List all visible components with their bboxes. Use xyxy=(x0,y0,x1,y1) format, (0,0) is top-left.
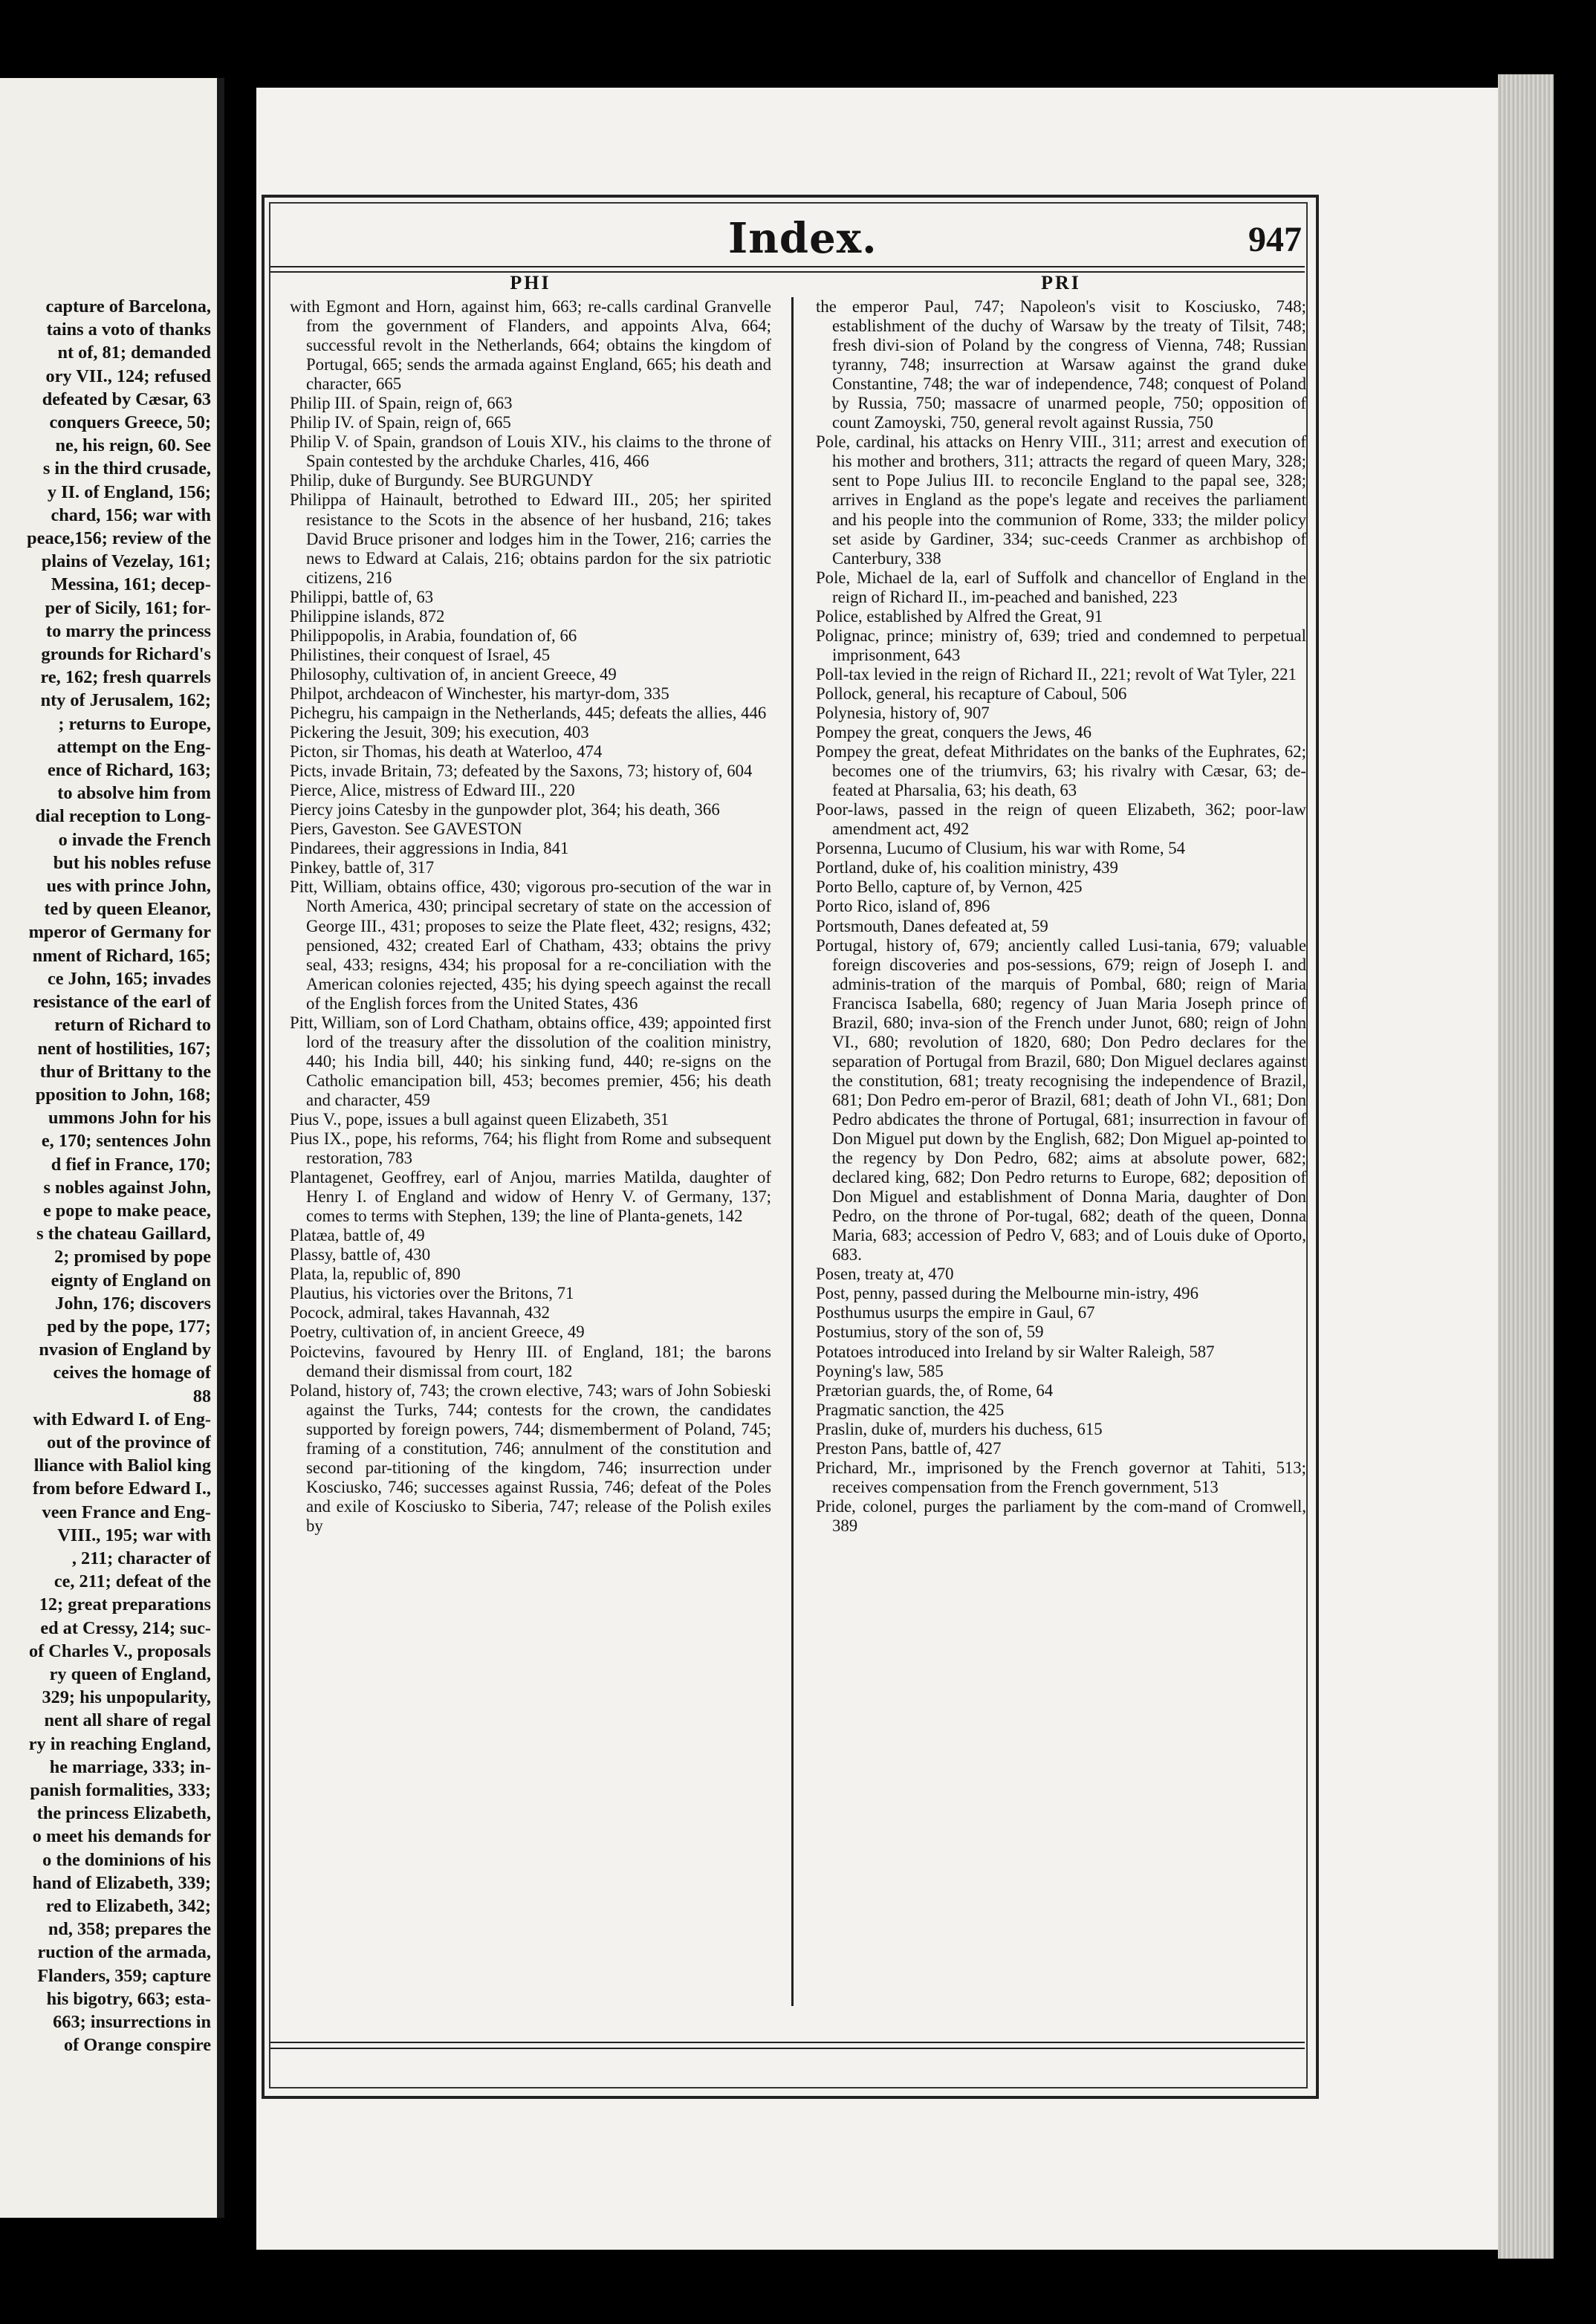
index-entry: Piers, Gaveston. See GAVESTON xyxy=(290,819,522,839)
previous-page-line: 12; great preparations xyxy=(39,1594,211,1615)
index-entry: Plautius, his victories over the Britons, 71 xyxy=(290,1284,574,1303)
previous-page-line: Flanders, 359; capture xyxy=(37,1965,211,1986)
previous-page-line: John, 176; discovers xyxy=(55,1293,211,1314)
index-entry: Portland, duke of, his coalition ministry, 439 xyxy=(816,858,1118,877)
previous-page-line: but his nobles refuse xyxy=(53,852,211,873)
index-entry: Philip III. of Spain, reign of, 663 xyxy=(290,394,513,413)
index-entry: Polynesia, history of, 907 xyxy=(816,703,990,722)
index-entry: Picton, sir Thomas, his death at Waterloo, 474 xyxy=(290,742,603,762)
previous-page-line: grounds for Richard's xyxy=(41,644,211,665)
previous-page-line: e pope to make peace, xyxy=(42,1200,211,1221)
previous-page-fragment xyxy=(0,78,224,2218)
previous-page-line: nvasion of England by xyxy=(39,1340,211,1360)
index-entry: Portugal, history of, 679; anciently called Lusi-tania, 679; valuable foreign discoveries and pos-sessions, 679; reign of Joseph I. and adminis-tration of the marquis of Pombal, 680; reign of Maria Francisca Isabella, 680; regency of Juan Maria Joseph prince of Brazil, 680; inva-sion of the French under Junot, 680; reign of John VI., 680; revolution of 1820, 680; Don Pedro declares for the separation of Portugal from Brazil, 680; Don Miguel declares against the constitution, 681; treaty recognising the independence of Brazil, 681; Don Pedro em-peror of Brazil, 681; death of John VI., 681; Don Pedro abdicates the throne of Portugal, 681; insurrection in favour of Don Miguel put down by the English, 682; Don Miguel ap-pointed to the regency by Don Pedro, 682; aims at absolute power, 682; declared king, 682; Don Pedro returns to Europe, 682; deposition of Don Miguel and establishment of Donna Maria, daughter of Don Pedro, on the throne of Por-tugal, 682; death of the queen, Donna Maria, 683; accession of Pedro V, 683; and of Louis duke of Oporto, 683. xyxy=(816,935,1306,1265)
previous-page-line: with Edward I. of Eng- xyxy=(33,1409,211,1429)
index-entry: Philosophy, cultivation of, in ancient Greece, 49 xyxy=(290,664,617,684)
previous-page-line: ory VII., 124; refused xyxy=(45,366,211,386)
index-entry: Platæa, battle of, 49 xyxy=(290,1226,425,1245)
index-entry: Pride, colonel, purges the parliament by the com-mand of Cromwell, 389 xyxy=(816,1496,1306,1535)
previous-page-line: , 211; character of xyxy=(71,1548,211,1568)
previous-page-line: re, 162; fresh quarrels xyxy=(40,667,211,688)
index-entry: Picts, invade Britain, 73; defeated by the Saxons, 73; history of, 604 xyxy=(290,762,753,781)
index-entry: Praslin, duke of, murders his duchess, 615 xyxy=(816,1419,1103,1438)
index-entry: Polignac, prince; ministry of, 639; tried and condemned to perpetual imprisonment, 643 xyxy=(816,626,1306,664)
previous-page-line: nd, 358; prepares the xyxy=(48,1919,211,1940)
page-title: Index. xyxy=(728,214,878,263)
previous-page-line: hand of Elizabeth, 339; xyxy=(32,1872,211,1893)
index-entry: Philippa of Hainault, betrothed to Edward III., 205; her spirited resistance to the Scots in the absence of her husband, 216; takes David Bruce prisoner and lodges him in the Tower, 216; carries the news to Edward at Calais, 216; obtains pardon for the six patriotic citizens, 216 xyxy=(290,490,771,587)
previous-page-line: ruction of the armada, xyxy=(37,1942,211,1963)
previous-page-line: the princess Elizabeth, xyxy=(36,1803,211,1824)
index-entry: Pragmatic sanction, the 425 xyxy=(816,1400,1005,1419)
page-edge xyxy=(1498,74,1554,2259)
index-entry: Poor-laws, passed in the reign of queen Elizabeth, 362; poor-law amendment act, 492 xyxy=(816,800,1306,839)
previous-page-line: ummons John for his xyxy=(48,1108,211,1129)
index-entry: Pius V., pope, issues a bull against queen Elizabeth, 351 xyxy=(290,1109,669,1129)
previous-page-line: resistance of the earl of xyxy=(33,992,211,1013)
previous-page-line: of Orange conspire xyxy=(64,2035,211,2056)
previous-page-line: of Charles V., proposals xyxy=(28,1640,211,1661)
previous-page-line: to marry the princess xyxy=(46,620,211,641)
previous-page-line: panish formalities, 333; xyxy=(30,1780,211,1800)
index-entry: Pocock, admiral, takes Havannah, 432 xyxy=(290,1303,551,1322)
footer-rule xyxy=(270,2042,1305,2049)
previous-page-line: d fief in France, 170; xyxy=(51,1154,211,1175)
previous-page-line: y II. of England, 156; xyxy=(47,481,211,502)
previous-page-line: nment of Richard, 165; xyxy=(32,945,211,966)
previous-page-line: ce John, 165; invades xyxy=(47,968,211,989)
previous-page-line: mperor of Germany for xyxy=(28,922,211,943)
index-entry: Pole, cardinal, his attacks on Henry VIII., 311; arrest and execution of his mother and brothers, 311; attracts the regard of queen Mary, 328; sent to Pope Julius III. to reconcile England to the papal see, 328; arrives in England as the pope's legate and receives the parliament and his people into the communion of Rome, 333; the milder policy set aside by Gardiner, 334; suc-ceeds Cranmer as archbishop of Canterbury, 338 xyxy=(816,432,1306,568)
index-entry: Prætorian guards, the, of Rome, 64 xyxy=(816,1380,1054,1400)
index-entry: Poll-tax levied in the reign of Richard II., 221; revolt of Wat Tyler, 221 xyxy=(816,664,1297,684)
index-entry: Potatoes introduced into Ireland by sir Walter Raleigh, 587 xyxy=(816,1342,1215,1361)
previous-page-line: tains a voto of thanks xyxy=(46,319,211,340)
index-entry: Poland, history of, 743; the crown elective, 743; wars of John Sobieski against the Turks, 744; contests for the crown, the candidates supported by foreign powers, 744; dismemberment of Poland, 745; framing of a constitution, 746; annulment of the constitution and second par-titioning of the kingdom, 746; insurrection under Kosciusko, 746; successes against Russia, 746; defeat of the Poles and exile of Kosciusko to Siberia, 747; release of the Polish exiles by xyxy=(290,1380,771,1535)
index-entry: Porto Rico, island of, 896 xyxy=(816,897,990,916)
index-entry: Poictevins, favoured by Henry III. of England, 181; the barons demand their dismissal from court, 182 xyxy=(290,1342,771,1380)
previous-page-line: his bigotry, 663; esta- xyxy=(46,1988,211,2009)
page-number: 947 xyxy=(1248,220,1302,259)
previous-page-line: nent of hostilities, 167; xyxy=(37,1038,211,1059)
index-entry: Plantagenet, Geoffrey, earl of Anjou, marries Matilda, daughter of Henry I. of England and widow of Henry V. of Germany, 137; comes to terms with Stephen, 139; the line of Planta-genets, 142 xyxy=(290,1168,771,1226)
index-entry: Philippi, battle of, 63 xyxy=(290,587,434,606)
previous-page-line: nent all share of regal xyxy=(44,1710,211,1731)
column-divider xyxy=(791,297,794,2006)
previous-page-line: dial reception to Long- xyxy=(35,806,211,827)
index-entry: Poyning's law, 585 xyxy=(816,1361,944,1380)
index-entry: with Egmont and Horn, against him, 663; re-calls cardinal Granvelle from the government of Flanders, and appoints Alva, 664; successful revolt in the Netherlands, 664; obtains the kingdom of Portugal, 665; sends the armada against England, 665; his death and character, 665 xyxy=(290,297,771,394)
previous-page-line: 663; insurrections in xyxy=(53,2012,211,2033)
right-column-heading: PRI xyxy=(1041,272,1081,293)
index-entry: Pompey the great, conquers the Jews, 46 xyxy=(816,723,1091,742)
previous-page-text xyxy=(0,295,211,2057)
previous-page-line: o invade the French xyxy=(58,829,211,850)
previous-page-line: lliance with Baliol king xyxy=(33,1455,211,1476)
previous-page-line: ence of Richard, 163; xyxy=(48,760,211,781)
previous-page-line: e, 170; sentences John xyxy=(41,1131,211,1152)
previous-page-line: nty of Jerusalem, 162; xyxy=(40,690,211,711)
index-entry: Pitt, William, obtains office, 430; vigorous pro-secution of the war in North America, 430; principal secretary of state on the accession of George III., 431; proposes to seize the Plate fleet, 432; resigns, 432; pensioned, 432; created Earl of Chatham, 433; obtains the privy seal, 433; resigns, 434; his proposal for a re-conciliation with the American colonies rejected, 435; his dying speech against the recall of the English forces from the United States, 436 xyxy=(290,877,771,1013)
left-column-heading: PHI xyxy=(510,272,551,293)
previous-page-line: ted by queen Eleanor, xyxy=(44,899,211,920)
previous-page-line: thur of Brittany to the xyxy=(39,1061,211,1082)
previous-page-line: from before Edward I., xyxy=(32,1479,211,1499)
previous-page-line: nt of, 81; demanded xyxy=(57,343,211,363)
previous-page-line: VIII., 195; war with xyxy=(57,1525,211,1545)
previous-page-line: defeated by Cæsar, 63 xyxy=(42,389,211,409)
index-entry: Philpot, archdeacon of Winchester, his martyr-dom, 335 xyxy=(290,684,669,703)
previous-page-line: o the dominions of his xyxy=(42,1849,211,1870)
index-entry: Philip IV. of Spain, reign of, 665 xyxy=(290,413,511,432)
previous-page-line: 2; promised by pope xyxy=(54,1247,211,1268)
index-entry: Philip, duke of Burgundy. See BURGUNDY xyxy=(290,471,594,490)
index-entry: Posen, treaty at, 470 xyxy=(816,1265,954,1284)
previous-page-line: o meet his demands for xyxy=(32,1826,211,1847)
index-entry: Philippopolis, in Arabia, foundation of, 66 xyxy=(290,626,577,645)
previous-page-line: 329; his unpopularity, xyxy=(42,1687,211,1708)
right-index-column xyxy=(816,297,1306,1536)
index-entry: Philistines, their conquest of Israel, 45 xyxy=(290,645,551,664)
previous-page-line: s the chateau Gaillard, xyxy=(36,1224,211,1244)
index-entry: Pitt, William, son of Lord Chatham, obtains office, 439; appointed first lord of the treasury after the dissolution of the coalition ministry, 440; his India bill, 440; his sinking fund, 440; re-signs on the Catholic emancipation bill, 453; becomes premier, 456; his death and character, 459 xyxy=(290,1013,771,1109)
index-entry: the emperor Paul, 747; Napoleon's visit to Kosciusko, 748; establishment of the duchy of Warsaw by the treaty of Tilsit, 748; fresh divi-sion of Poland by the congress of Vienna, 748; Russian tyranny, 748; insurrection at Warsaw against the grand duke Constantine, 748; the war of independence, 748; conquest of Poland by Russia, 750; massacre of unarmed people, 750; opposition of count Zamoyski, 750, general revolt against Russia, 750 xyxy=(816,297,1306,432)
index-entry: Pichegru, his campaign in the Netherlands, 445; defeats the allies, 446 xyxy=(290,703,767,722)
previous-page-line: ne, his reign, 60. See xyxy=(55,435,211,456)
previous-page-line: ped by the pope, 177; xyxy=(47,1316,211,1337)
previous-page-line: attempt on the Eng- xyxy=(56,736,211,757)
index-entry: Pinkey, battle of, 317 xyxy=(290,858,435,877)
index-entry: Pius IX., pope, his reforms, 764; his flight from Rome and subsequent restoration, 783 xyxy=(290,1129,771,1168)
previous-page-line: ed at Cressy, 214; suc- xyxy=(40,1617,211,1638)
index-entry: Postumius, story of the son of, 59 xyxy=(816,1322,1044,1342)
index-entry: Prichard, Mr., imprisoned by the French governor at Tahiti, 513; receives compensation from the French government, 513 xyxy=(816,1458,1306,1496)
previous-page-line: capture of Barcelona, xyxy=(45,296,211,317)
previous-page-line: out of the province of xyxy=(47,1432,211,1452)
previous-page-line: ry in reaching England, xyxy=(28,1733,211,1754)
previous-page-line: per of Sicily, 161; for- xyxy=(45,597,211,618)
index-entry: Pollock, general, his recapture of Caboul, 506 xyxy=(816,684,1127,703)
index-entry: Porto Bello, capture of, by Vernon, 425 xyxy=(816,877,1083,897)
previous-page-line: ceives the homage of xyxy=(53,1363,211,1383)
previous-page-line: ry queen of England, xyxy=(49,1664,211,1684)
index-entry: Porsenna, Lucumo of Clusium, his war with Rome, 54 xyxy=(816,839,1186,858)
index-entry: Plassy, battle of, 430 xyxy=(290,1245,431,1265)
previous-page-line: ues with prince John, xyxy=(46,876,211,897)
previous-page-line: return of Richard to xyxy=(54,1015,211,1036)
previous-page-line: ; returns to Europe, xyxy=(58,713,211,734)
index-entry: Pickering the Jesuit, 309; his execution, 403 xyxy=(290,723,589,742)
index-entry: Philippine islands, 872 xyxy=(290,606,445,626)
index-entry: Preston Pans, battle of, 427 xyxy=(816,1438,1002,1458)
index-entry: Police, established by Alfred the Great, 91 xyxy=(816,606,1103,626)
previous-page-line: peace,156; review of the xyxy=(27,528,211,549)
previous-page-line: s in the third crusade, xyxy=(42,458,211,479)
index-entry: Posthumus usurps the empire in Gaul, 67 xyxy=(816,1303,1095,1322)
index-entry: Poetry, cultivation of, in ancient Greece, 49 xyxy=(290,1322,585,1342)
index-entry: Pole, Michael de la, earl of Suffolk and chancellor of England in the reign of Richard II., im-peached and banished, 223 xyxy=(816,568,1306,606)
previous-page-line: ce, 211; defeat of the xyxy=(53,1571,211,1592)
index-entry: Pierce, Alice, mistress of Edward III., 220 xyxy=(290,781,575,800)
index-entry: Plata, la, republic of, 890 xyxy=(290,1265,461,1284)
index-entry: Portsmouth, Danes defeated at, 59 xyxy=(816,916,1048,935)
previous-page-line: plains of Vezelay, 161; xyxy=(41,551,211,572)
index-entry: Pindarees, their aggressions in India, 841 xyxy=(290,839,569,858)
previous-page-line: red to Elizabeth, 342; xyxy=(45,1896,211,1917)
previous-page-line: 88 xyxy=(192,1386,211,1406)
previous-page-line: pposition to John, 168; xyxy=(35,1084,211,1105)
index-entry: Piercy joins Catesby in the gunpowder plot, 364; his death, 366 xyxy=(290,800,720,819)
index-entry: Philip V. of Spain, grandson of Louis XIV., his claims to the throne of Spain contested by the archduke Charles, 416, 466 xyxy=(290,432,771,471)
previous-page-line: s nobles against John, xyxy=(43,1177,211,1198)
previous-page-line: conquers Greece, 50; xyxy=(49,412,211,433)
index-entry: Pompey the great, defeat Mithridates on the banks of the Euphrates, 62; becomes one of the triumvirs, 63; his rivalry with Cæsar, 63; de-feated at Pharsalia, 63; his death, 63 xyxy=(816,742,1306,800)
previous-page-line: Messina, 161; decep- xyxy=(51,574,211,595)
left-index-column xyxy=(290,297,771,1536)
index-entry: Post, penny, passed during the Melbourne min-istry, 496 xyxy=(816,1284,1198,1303)
previous-page-line: to absolve him from xyxy=(57,783,211,804)
previous-page-line: eignty of England on xyxy=(51,1270,211,1291)
previous-page-line: he marriage, 333; in- xyxy=(49,1756,211,1777)
previous-page-line: veen France and Eng- xyxy=(42,1502,211,1522)
previous-page-line: chard, 156; war with xyxy=(51,504,211,525)
